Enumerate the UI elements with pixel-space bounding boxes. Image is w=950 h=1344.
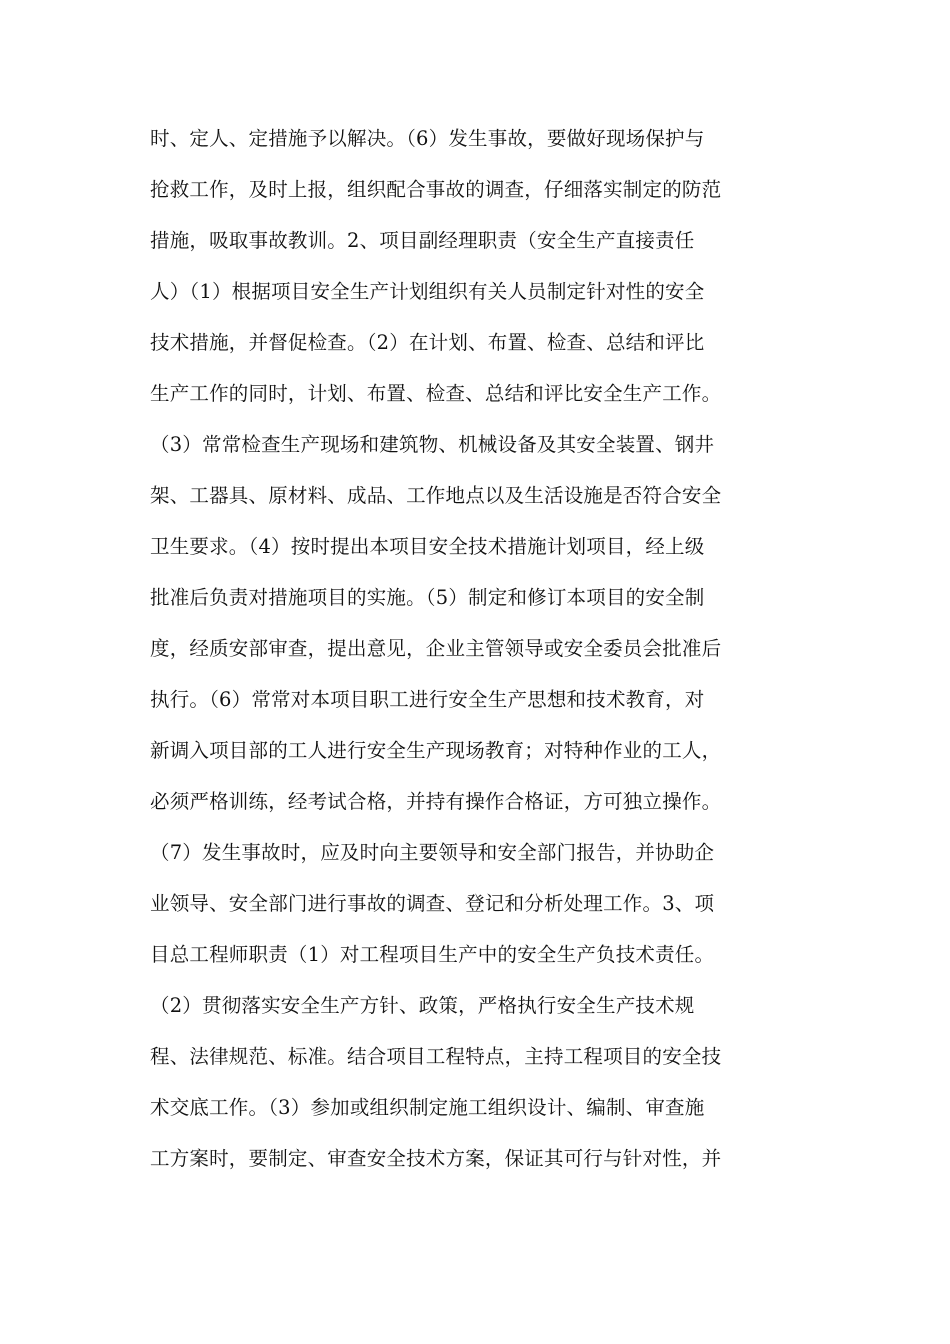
text-line: 措施，吸取事故教训。2、项目副经理职责（安全生产直接责任 bbox=[150, 229, 695, 252]
text-line: （3）常常检查生产现场和建筑物、机械设备及其安全装置、钢井 bbox=[150, 433, 715, 456]
text-line: 目总工程师职责（1）对工程项目生产中的安全生产负技术责任。 bbox=[150, 943, 715, 966]
text-line: 生产工作的同时，计划、布置、检查、总结和评比安全生产工作。 bbox=[150, 382, 722, 405]
text-line: 架、工器具、原材料、成品、工作地点以及生活设施是否符合安全 bbox=[150, 484, 722, 507]
text-line: 术交底工作。（3）参加或组织制定施工组织设计、编制、审查施 bbox=[150, 1096, 705, 1119]
text-line: 业领导、安全部门进行事故的调查、登记和分析处理工作。3、项 bbox=[150, 892, 715, 915]
body-text bbox=[150, 119, 810, 1190]
text-line: 人）（1）根据项目安全生产计划组织有关人员制定针对性的安全 bbox=[150, 280, 705, 303]
text-line: 技术措施，并督促检查。（2）在计划、布置、检查、总结和评比 bbox=[150, 331, 705, 354]
text-line: 新调入项目部的工人进行安全生产现场教育；对特种作业的工人， bbox=[150, 739, 722, 762]
text-line: （2）贯彻落实安全生产方针、政策，严格执行安全生产技术规 bbox=[150, 994, 695, 1017]
text-line: 程、法律规范、标准。结合项目工程特点，主持工程项目的安全技 bbox=[150, 1045, 722, 1068]
text-line: 度，经质安部审查，提出意见，企业主管领导或安全委员会批准后 bbox=[150, 637, 722, 660]
text-line: 必须严格训练，经考试合格，并持有操作合格证，方可独立操作。 bbox=[150, 790, 722, 813]
text-line: 抢救工作，及时上报，组织配合事故的调查，仔细落实制定的防范 bbox=[150, 178, 722, 201]
text-line: 时、定人、定措施予以解决。（6）发生事故，要做好现场保护与 bbox=[150, 127, 705, 150]
text-line: 执行。（6）常常对本项目职工进行安全生产思想和技术教育，对 bbox=[150, 688, 705, 711]
text-line: 工方案时，要制定、审查安全技术方案，保证其可行与针对性，并 bbox=[150, 1147, 722, 1170]
text-line: （7）发生事故时，应及时向主要领导和安全部门报告，并协助企 bbox=[150, 841, 715, 864]
text-line: 批准后负责对措施项目的实施。（5）制定和修订本项目的安全制 bbox=[150, 586, 705, 609]
text-line: 卫生要求。（4）按时提出本项目安全技术措施计划项目，经上级 bbox=[150, 535, 705, 558]
